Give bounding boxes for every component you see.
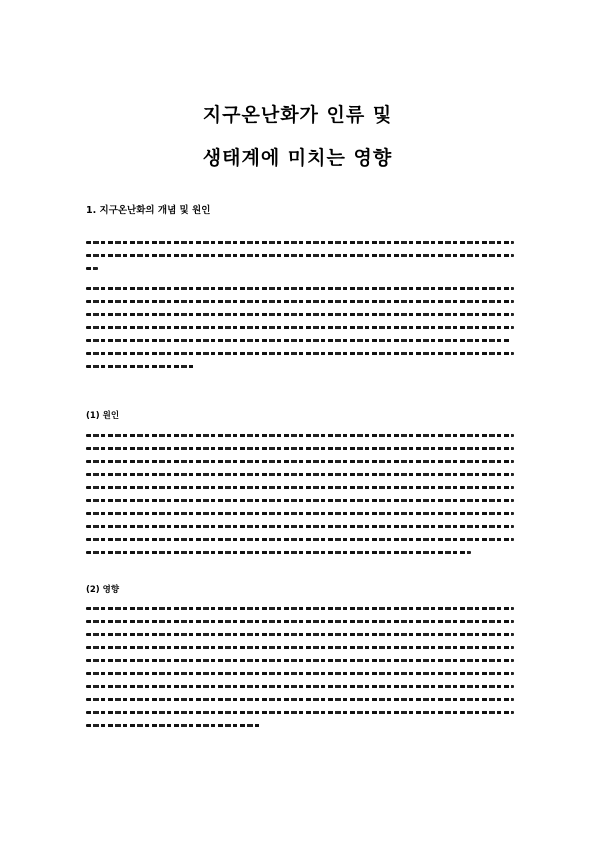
subheading-causes: (1) 원인 (86, 411, 120, 421)
document-title-line-2: 생태계에 미치는 영향 (202, 147, 393, 169)
paragraph-intro (86, 241, 514, 280)
subheading-effects: (2) 영향 (86, 585, 120, 595)
paragraph-body (86, 287, 514, 378)
document-title-source (0, 0, 1, 1)
section-heading: 1. 지구온난화의 개념 및 원인 (86, 205, 211, 216)
paragraph-effects (86, 607, 514, 737)
paragraph-causes (86, 434, 514, 564)
document-title-line-1: 지구온난화가 인류 및 (202, 104, 393, 126)
